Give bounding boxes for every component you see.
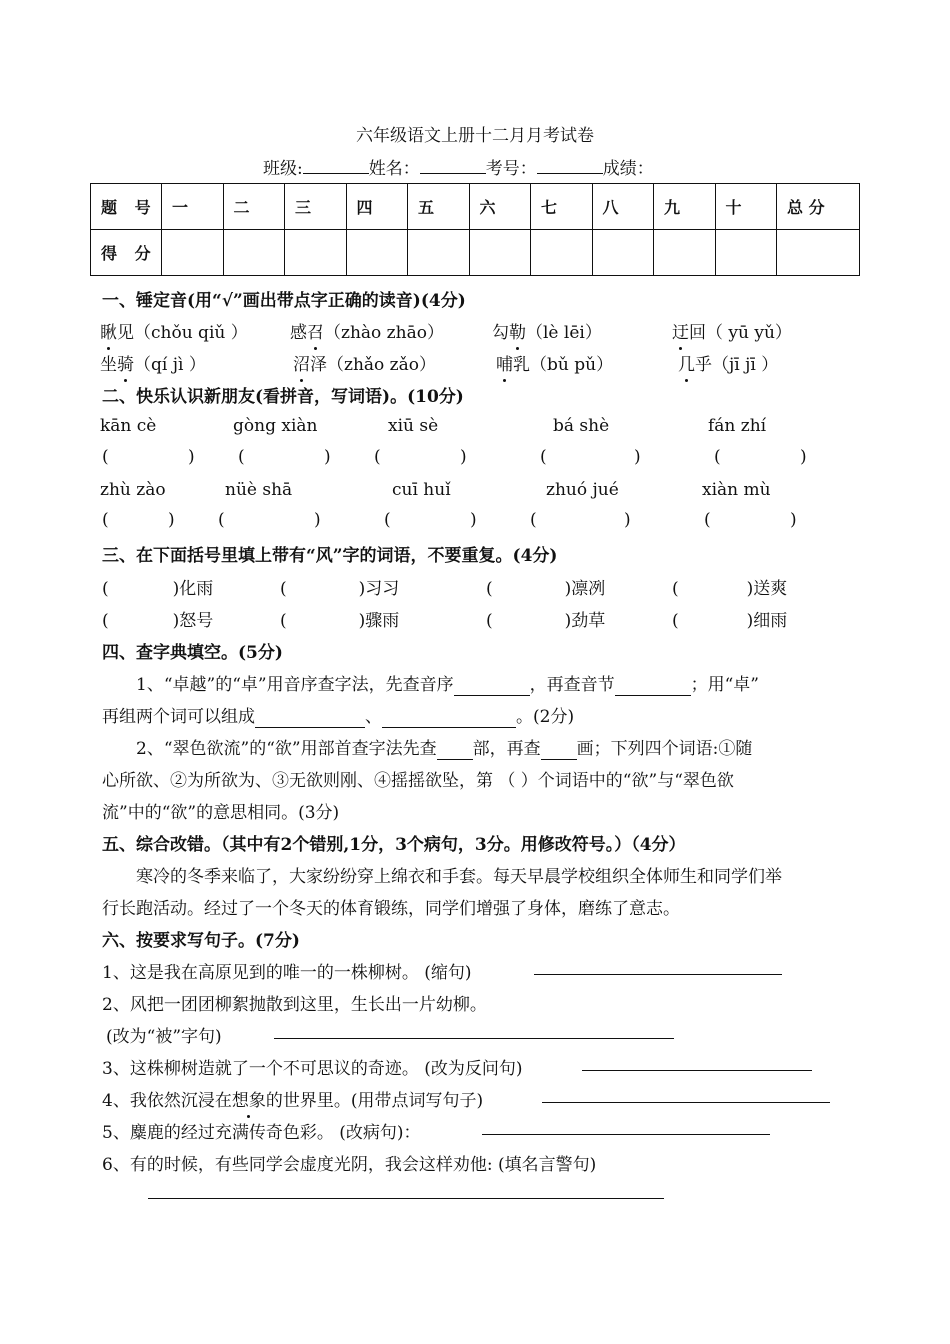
paragraph-line: 寒冷的冬季来临了，大家纷纷穿上绵衣和手套。每天早晨学校组织全体师生和同学们举 [136,867,782,887]
q-text: 、 [365,707,382,727]
pinyin-prompt: kān cè [100,416,157,436]
score-cell[interactable] [531,230,593,276]
score-cell[interactable] [777,230,860,276]
pinyin-options[interactable]: （zhào zhāo） [324,323,444,343]
paragraph-line: 行长跑活动。经过了一个冬天的体育锻练，同学们增强了身体，磨练了意志。 [102,899,680,919]
exam-title: 六年级语文上册十二月月考试卷 [356,126,594,146]
answer-blank[interactable] [382,707,516,728]
answer-paren-close: ) [460,447,467,467]
fill-suffix: 怒号 [179,611,214,631]
plain-char: 回 [689,323,706,343]
paren-blank[interactable]: ( )骤雨 [280,611,400,631]
score-cell[interactable] [285,230,347,276]
dotted-char: 骑 [117,355,134,375]
answer-paren-close: ) [790,510,797,530]
student-info-line [263,154,654,179]
name-blank[interactable] [420,157,486,174]
score-cell[interactable] [162,230,224,276]
pinyin-item [290,318,444,343]
score-header-cell: 九 [654,184,716,230]
answer-line[interactable] [542,1102,830,1103]
paren-blank[interactable]: ( )习习 [280,579,400,599]
score-table-score-row [91,230,860,276]
question-6-1: 1、这是我在高原见到的唯一的一株柳树。 (缩句) [102,963,472,983]
score-table [90,183,860,276]
answer-blank[interactable] [454,675,530,696]
pinyin-options[interactable]: （ yū yǔ） [706,323,792,343]
question-6-2: 2、风把一团团柳絮抛散到这里，生长出一片幼柳。 [102,995,487,1015]
section-1-heading: 一、锤定音(用“√”画出带点字正确的读音)(4分) [102,291,466,311]
answer-line[interactable] [274,1038,674,1039]
score-cell[interactable] [715,230,777,276]
plain-char: 坐 [100,355,117,375]
plain-char: 乳 [513,355,530,375]
q-text: ；用“卓” [690,675,759,695]
pinyin-options[interactable]: （chǒu qiǔ ） [134,323,248,343]
question-4-2-line-3: 流”中的“欲”的意思相同。(3分) [102,803,340,823]
q-text: 4、我依然沉浸在 [102,1091,232,1111]
plain-char: 乎 [695,355,712,375]
q-text: 部，再查 [472,739,541,759]
id-label: 考号： [485,159,537,179]
answer-paren-open[interactable]: ( [238,447,245,467]
q-text: ，再查音节 [529,675,615,695]
pinyin-options[interactable]: （jī jī ） [712,355,779,375]
question-4-2-line-2: 心所欲、②为所欲为、③无欲则刚、④摇摇欲坠，第 （ ）个词语中的“欲”与“翠色欲 [102,771,734,791]
answer-paren-close: ) [168,510,175,530]
score-header-cell: 三 [285,184,347,230]
answer-paren-open[interactable]: ( [540,447,547,467]
answer-paren-close: ) [188,447,195,467]
pinyin-options[interactable]: （bǔ pǔ） [530,355,614,375]
paren-blank[interactable]: ( )凛冽 [486,579,606,599]
question-6-2-instruction: (改为“被”字句) [106,1027,222,1047]
question-4-2-line-1 [136,734,752,760]
pinyin-item [492,318,602,343]
paren-blank[interactable]: ( )化雨 [102,579,214,599]
answer-paren-open[interactable]: ( [714,447,721,467]
answer-paren-close: ) [314,510,321,530]
pinyin-item [100,318,248,343]
score-header-cell: 二 [223,184,285,230]
dotted-char: 几 [678,355,695,375]
score-row-label: 得 分 [91,230,162,276]
paren-blank[interactable]: ( )怒号 [102,611,214,631]
q-text: 2、“翠色欲流”的“欲”用部首查字法先查 [136,739,437,759]
score-cell[interactable] [346,230,408,276]
score-header-cell: 六 [469,184,531,230]
plain-char: 勾 [492,323,509,343]
section-4-heading: 四、查字典填空。(5分) [102,643,283,663]
pinyin-prompt: zhuó jué [546,480,619,500]
fill-suffix: 化雨 [179,579,214,599]
pinyin-prompt: xiàn mù [702,480,771,500]
section-3-heading: 三、在下面括号里填上带有“风”字的词语，不要重复。(4分) [102,546,558,566]
paren-blank[interactable]: ( )劲草 [486,611,606,631]
answer-blank[interactable] [541,739,577,760]
question-4-1-line-2 [102,702,574,728]
answer-paren-close: ) [634,447,641,467]
fill-suffix: 骤雨 [365,611,400,631]
answer-paren-close: ) [800,447,807,467]
score-header-cell: 总 分 [777,184,860,230]
class-blank[interactable] [303,157,369,174]
dotted-char: 勒 [509,323,526,343]
fill-suffix: 习习 [365,579,400,599]
pinyin-item [100,350,206,375]
score-cell[interactable] [592,230,654,276]
pinyin-options[interactable]: （lè lēi） [526,323,602,343]
q-text: 1、“卓越”的“卓”用音序查字法，先查音序 [136,675,454,695]
answer-blank[interactable] [437,739,473,760]
dotted-word: 想象 [231,1091,266,1111]
score-header-cell: 题 号 [91,184,162,230]
score-cell[interactable] [223,230,285,276]
pinyin-prompt: fán zhí [708,416,767,436]
score-cell[interactable] [654,230,716,276]
score-header-cell: 四 [346,184,408,230]
pinyin-item [293,350,436,375]
pinyin-item [496,350,613,375]
fill-suffix: 细雨 [753,611,788,631]
q-text: 再组两个词可以组成 [102,707,255,727]
section-6-heading: 六、按要求写句子。(7分) [102,931,300,951]
answer-paren-open[interactable]: ( [530,510,537,530]
score-cell[interactable] [408,230,470,276]
answer-blank[interactable] [615,675,691,696]
pinyin-prompt: nüè shā [225,480,293,500]
dotted-char: 瞅 [100,323,117,343]
paren-blank[interactable]: ( )送爽 [672,579,788,599]
id-blank[interactable] [537,157,603,174]
answer-paren-open[interactable]: ( [102,510,109,530]
score-cell[interactable] [469,230,531,276]
score-label: 成绩： [602,159,654,179]
plain-char: 感 [290,323,307,343]
answer-line[interactable] [534,974,782,975]
pinyin-item [672,318,792,343]
class-label: 班级: [263,159,303,179]
pinyin-prompt: cuī huǐ [392,480,451,500]
q-text: 的世界里。(用带点词写句子) [265,1091,484,1111]
question-6-3: 3、这株柳树造就了一个不可思议的奇迹。 (改为反问句) [102,1059,523,1079]
dotted-char: 沼 [293,355,310,375]
question-6-4 [102,1086,483,1111]
section-2-heading: 二、快乐认识新朋友(看拼音，写词语)。(10分) [102,387,464,407]
pinyin-prompt: bá shè [553,416,610,436]
score-table-header-row [91,184,860,230]
question-6-5: 5、麋鹿的经过充满传奇色彩。 (改病句)： [102,1123,421,1143]
dotted-char: 迂 [672,323,689,343]
section-5-heading: 五、综合改错。（其中有2个错别,1分，3个病句，3分。用修改符号。）（4分） [102,835,686,855]
score-header-cell: 七 [531,184,593,230]
answer-paren-open[interactable]: ( [384,510,391,530]
answer-paren-close: ) [324,447,331,467]
pinyin-item [678,350,778,375]
plain-char: 见 [117,323,134,343]
score-header-cell: 五 [408,184,470,230]
fill-suffix: 凛冽 [571,579,606,599]
score-header-cell: 十 [715,184,777,230]
pinyin-prompt: xiū sè [388,416,439,436]
score-header-cell: 一 [162,184,224,230]
score-header-cell: 八 [592,184,654,230]
pinyin-options[interactable]: （zhǎo zǎo） [327,355,437,375]
answer-paren-open[interactable]: ( [102,447,109,467]
answer-paren-open[interactable]: ( [374,447,381,467]
q-text: 。(2分) [516,707,575,727]
question-6-6: 6、有的时候，有些同学会虚度光阴，我会这样劝他: (填名言警句) [102,1155,597,1175]
answer-blank[interactable] [255,707,365,728]
pinyin-options[interactable]: （qí jì ） [134,355,206,375]
plain-char: 泽 [310,355,327,375]
answer-paren-open[interactable]: ( [218,510,225,530]
pinyin-prompt: zhù zào [100,480,166,500]
name-label: 姓名： [368,159,420,179]
answer-paren-close: ) [470,510,477,530]
pinyin-prompt: gòng xiàn [233,416,318,436]
q-text: 画；下列四个词语:①随 [576,739,753,759]
fill-suffix: 送爽 [753,579,788,599]
dotted-char: 哺 [496,355,513,375]
answer-line[interactable] [482,1134,770,1135]
fill-suffix: 劲草 [571,611,606,631]
answer-paren-close: ) [624,510,631,530]
dotted-char: 召 [307,323,324,343]
paren-blank[interactable]: ( )细雨 [672,611,788,631]
question-4-1-line-1 [136,670,759,696]
answer-line[interactable] [148,1198,664,1199]
answer-paren-open[interactable]: ( [704,510,711,530]
answer-line[interactable] [582,1070,812,1071]
